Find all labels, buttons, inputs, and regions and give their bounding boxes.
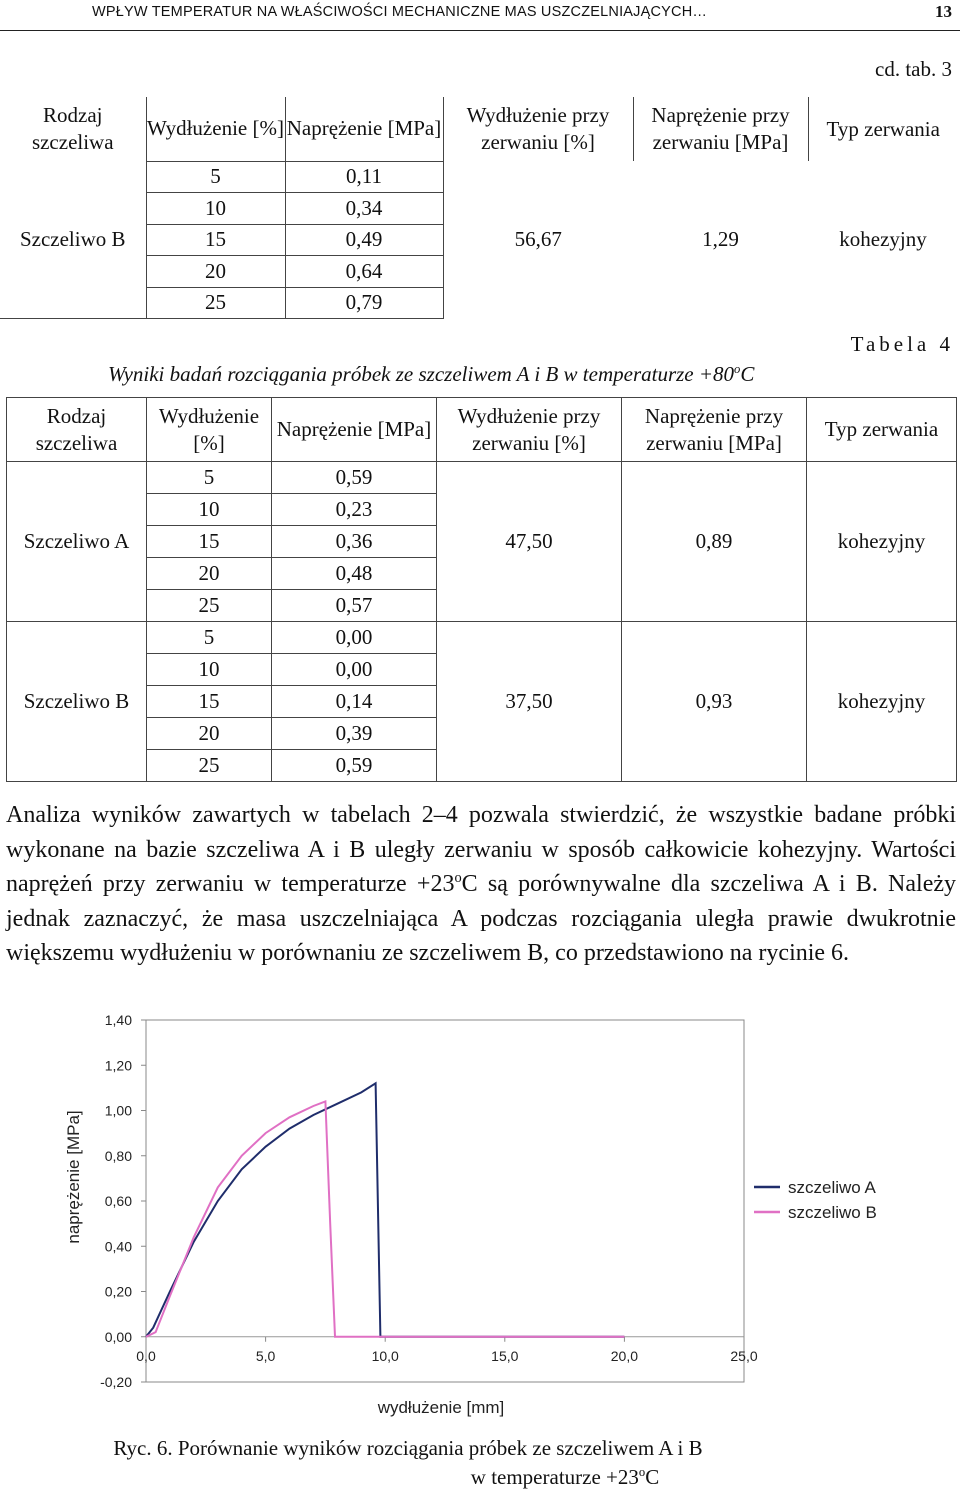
y-tick-label: -0,20 <box>100 1374 132 1390</box>
paragraph-1-part-a: Analiza wyników zawartych w tabelach 2–4 pozwala stwierdzić, że wszystkie badane próbki wykonane na bazie szczeliwa A i B uległy zerwaniu w sposób całkowicie kohezyjny. Wartości naprężeń przy zerwaniu w temperaturze +23 <box>6 802 956 897</box>
table4 <box>6 397 957 782</box>
cell-break-type: kohezyjny <box>839 227 927 252</box>
header-cell: Naprężenie [MPa] <box>272 398 437 462</box>
y-tick-label: 0,60 <box>104 1193 132 1209</box>
cell-elongation: 5 <box>146 161 285 193</box>
cell-elongation: 5 <box>147 622 272 654</box>
x-tick-label: 5,0 <box>255 1347 276 1364</box>
cell-stress: 0,57 <box>272 590 437 622</box>
legend-label: szczeliwo B <box>788 1203 877 1222</box>
cell-break-type: kohezyjny <box>807 622 957 782</box>
legend-label: szczeliwo A <box>788 1178 876 1197</box>
cell-sealant-type: Szczeliwo B <box>7 622 147 782</box>
figure-caption-line2-text: w temperaturze +23 <box>470 1465 639 1489</box>
cell-stress: 0,23 <box>272 494 437 526</box>
table4-title-text: Wyniki badań rozciągania próbek ze szczeliwem A i B w temperaturze +80 <box>108 362 735 386</box>
x-tick-label: 10,0 <box>371 1347 399 1364</box>
cell-elongation: 5 <box>147 462 272 494</box>
y-tick-label: 0,40 <box>104 1238 132 1255</box>
table-row <box>0 161 958 193</box>
table3 <box>0 97 958 319</box>
paragraph-1-part-b: C są porównywalne dla szczeliwa A i B. Należy jednak zaznaczyć, że masa uszczelniająca A podczas rozciągania uległa prawie dwukrotnie większemu wydłużeniu w porównaniu ze szczeliwem B, co przedstawiono na rycinie 6. <box>6 871 956 966</box>
cell-stress: 0,64 <box>285 256 443 288</box>
header-cell: Typ zerwania <box>807 398 957 462</box>
y-tick-label: 0,80 <box>104 1147 132 1164</box>
series-line-szczeliwo-b <box>146 1101 624 1336</box>
cell-stress: 0,79 <box>285 287 443 319</box>
cell-elongation: 25 <box>147 590 272 622</box>
y-tick-label: 0,00 <box>104 1328 132 1345</box>
table3-header-row <box>0 97 958 161</box>
cell-stress: 0,00 <box>272 654 437 686</box>
cell-elongation-at-break: 47,50 <box>437 462 622 622</box>
cell-elongation-at-break: 37,50 <box>437 622 622 782</box>
y-tick-label: 0,20 <box>104 1283 132 1300</box>
table4-title-sup: o <box>734 362 741 376</box>
series-line-szczeliwo-a <box>146 1083 624 1337</box>
table4-body <box>7 462 957 782</box>
cell-elongation: 10 <box>146 193 285 225</box>
table4-header-row <box>7 398 957 462</box>
cell-break-type: kohezyjny <box>807 462 957 622</box>
cell-sealant-type: Szczeliwo A <box>7 462 147 622</box>
header-cell: Naprężenie [MPa] <box>285 97 443 161</box>
cell-elongation: 20 <box>147 718 272 750</box>
cell-stress: 0,49 <box>285 224 443 256</box>
cell-elongation: 25 <box>146 287 285 319</box>
cell-sealant-type: Szczeliwo B <box>0 161 146 319</box>
body-paragraph <box>6 798 956 971</box>
running-header <box>0 0 960 31</box>
header-cell: Naprężenie przy zerwaniu [MPa] <box>633 97 808 161</box>
table-row <box>7 622 957 654</box>
header-cell: Wydłużenie [%] <box>146 97 285 161</box>
cell-stress: 0,59 <box>272 750 437 782</box>
y-axis-label: naprężenie [MPa] <box>64 1110 83 1244</box>
cell-stress: 0,34 <box>285 193 443 225</box>
cell-elongation: 10 <box>147 494 272 526</box>
cell-stress: 0,39 <box>272 718 437 750</box>
cell-elongation: 15 <box>147 686 272 718</box>
page-number: 13 <box>935 2 952 21</box>
stress-strain-chart <box>0 1005 960 1425</box>
table-row <box>7 462 957 494</box>
plot-area-border <box>146 1020 744 1382</box>
table4-label: Tabela 4 <box>850 332 954 356</box>
cell-stress: 0,48 <box>272 558 437 590</box>
paragraph-1-sup: o <box>454 870 462 886</box>
cell-elongation: 10 <box>147 654 272 686</box>
header-cell: Rodzaj szczeliwa <box>7 398 147 462</box>
figure-6-chart <box>0 1005 960 1425</box>
running-title: WPŁYW TEMPERATUR NA WŁAŚCIWOŚCI MECHANICZNE MAS USZCZELNIAJĄCYCH… <box>92 4 708 20</box>
header-cell: Typ zerwania <box>808 97 958 161</box>
x-tick-label: 0,0 <box>136 1347 156 1364</box>
header-cell: Naprężenie przy zerwaniu [MPa] <box>622 398 807 462</box>
table3-body <box>0 161 958 319</box>
paragraph-1 <box>6 798 956 971</box>
cell-elongation: 20 <box>147 558 272 590</box>
table3-continuation: cd. tab. 3 <box>875 57 952 81</box>
cell-stress: 0,11 <box>285 161 443 193</box>
y-tick-label: 1,20 <box>104 1057 132 1074</box>
header-cell: Wydłużenie [%] <box>147 398 272 462</box>
x-tick-label: 25,0 <box>730 1347 758 1364</box>
cell-elongation: 15 <box>147 526 272 558</box>
x-axis-label: wydłużenie [mm] <box>377 1398 505 1417</box>
header-cell: Wydłużenie przy zerwaniu [%] <box>437 398 622 462</box>
y-tick-label: 1,00 <box>104 1102 132 1119</box>
header-cell: Wydłużenie przy zerwaniu [%] <box>443 97 633 161</box>
figure-caption-line1: Ryc. 6. Porównanie wyników rozciągania próbek ze szczeliwem A i B <box>113 1436 703 1460</box>
figure-caption-line2 <box>0 1465 760 1490</box>
cell-stress: 0,14 <box>272 686 437 718</box>
x-tick-label: 15,0 <box>491 1347 519 1364</box>
cell-stress-at-break: 0,89 <box>622 462 807 622</box>
cell-stress: 0,00 <box>272 622 437 654</box>
cell-stress-at-break: 1,29 <box>702 227 739 252</box>
table4-title-tail: C <box>740 362 755 386</box>
table4-title <box>108 362 754 387</box>
figure-caption-sup: o <box>638 1465 646 1479</box>
cell-stress: 0,59 <box>272 462 437 494</box>
cell-elongation: 25 <box>147 750 272 782</box>
figure-caption-tail: C <box>645 1465 660 1489</box>
cell-elongation-at-break: 56,67 <box>514 227 562 252</box>
cell-elongation: 20 <box>146 256 285 288</box>
cell-stress: 0,36 <box>272 526 437 558</box>
header-cell: Rodzaj szczeliwa <box>0 97 146 161</box>
x-tick-label: 20,0 <box>610 1347 639 1364</box>
y-tick-label: 1,40 <box>104 1012 132 1028</box>
cell-elongation: 15 <box>146 224 285 256</box>
cell-stress-at-break: 0,93 <box>622 622 807 782</box>
